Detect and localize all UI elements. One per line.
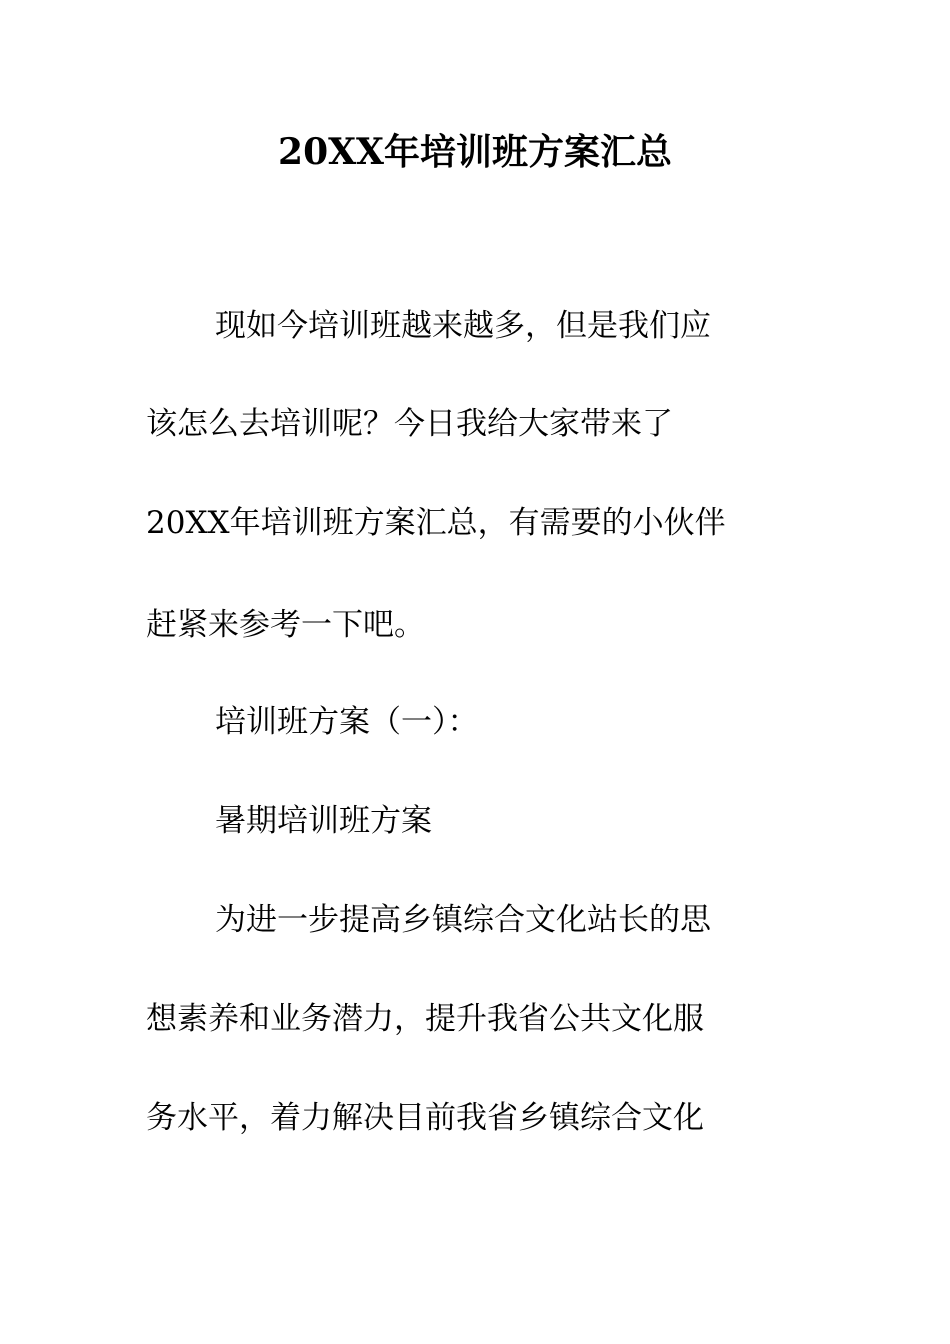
intro-line-4: 赶紧来参考一下吧。	[146, 607, 425, 643]
document-title: 20XX年培训班方案汇总	[278, 131, 672, 173]
intro-line-2: 该怎么去培训呢？今日我给大家带来了	[146, 406, 673, 442]
body-line-3: 务水平，着力解决目前我省乡镇综合文化	[146, 1100, 704, 1136]
section-heading: 培训班方案（一）：	[215, 704, 479, 740]
intro-line-1: 现如今培训班越来越多，但是我们应	[215, 308, 711, 344]
body-line-1: 为进一步提高乡镇综合文化站长的思	[215, 902, 711, 938]
subheading: 暑期培训班方案	[215, 803, 432, 839]
intro-line-3: 20XX年培训班方案汇总，有需要的小伙伴	[146, 505, 726, 541]
body-line-2: 想素养和业务潜力，提升我省公共文化服	[146, 1001, 704, 1037]
